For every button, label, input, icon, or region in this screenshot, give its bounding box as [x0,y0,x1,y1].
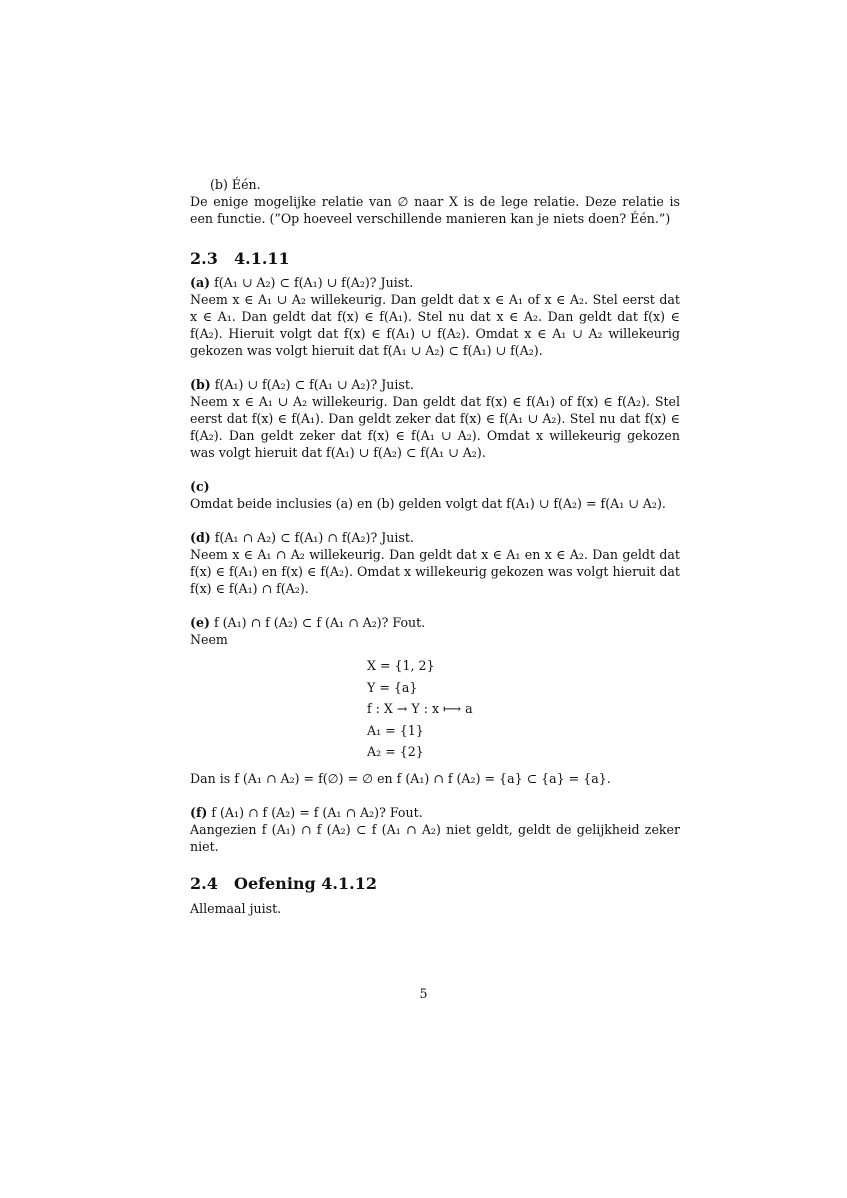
item-claim: f(A₁ ∩ A₂) ⊂ f(A₁) ∩ f(A₂)? Juist. [214,530,414,545]
item-label: (a) [190,275,211,290]
item-body: Neem x ∈ A₁ ∪ A₂ willekeurig. Dan geldt dat f(x) ∈ f(A₁) of f(x) ∈ f(A₂). Stel eerst dat f(x) ∈ f(A₁). Dan geldt zeker dat f(x) ∈ f(A₁ ∪ A₂). Stel nu dat f(x) ∈ f(A₂). Dan geldt zeker dat f(x) ∈ f(A₁ ∪ A₂). Omdat x willekeurig gekozen was volgt hieruit dat f(A₁) ∪ f(A₂) ⊂ f(A₁ ∪ A₂). [190,394,680,460]
section-title: 4.1.11 [234,249,290,268]
item-body: Neem x ∈ A₁ ∪ A₂ willekeurig. Dan geldt dat x ∈ A₁ of x ∈ A₂. Stel eerst dat x ∈ A₁. Dan geldt dat f(x) ∈ f(A₁). Stel nu dat x ∈ A₂. Dan geldt dat f(x) ∈ f(A₂). Hieruit volgt dat f(x) ∈ f(A₁) ∪ f(A₂). Omdat x ∈ A₁ ∪ A₂ willekeurig gekozen was volgt hieruit dat f(A₁ ∪ A₂) ⊂ f(A₁) ∪ f(A₂). [190,292,680,358]
equation-line: Y = {a} [367,679,418,695]
item-claim: f (A₁) ∩ f (A₂) ⊂ f (A₁ ∩ A₂)? Fout. [213,615,426,630]
item-claim: f (A₁) ∩ f (A₂) = f (A₁ ∩ A₂)? Fout. [211,804,423,820]
item-d [190,529,680,597]
equation-line: A₂ = {2} [367,744,424,759]
page-content [190,176,680,917]
item-label: (f) [190,804,208,820]
equation-line: A₁ = {1} [367,722,424,738]
item-intro: Neem [190,632,228,647]
item-f [190,804,680,855]
item-label: (e) [190,615,210,630]
equation-line: f : X → Y : x ⟼ a [367,701,473,716]
section-2-4-body: Allemaal juist. [190,900,282,916]
prev-part-b-heading: (b) Één. [210,177,261,192]
item-e [190,614,680,787]
section-title: Oefening 4.1.12 [234,873,377,893]
item-conclusion: Dan is f (A₁ ∩ A₂) = f(∅) = ∅ en f (A₁) ∩ f (A₂) = {a} ⊂ {a} = {a}. [190,770,611,786]
item-claim: f(A₁ ∪ A₂) ⊂ f(A₁) ∪ f(A₂)? Juist. [214,275,414,290]
item-b [190,376,680,461]
item-label: (c) [190,479,210,494]
item-label: (d) [190,530,211,545]
item-body: Aangezien f (A₁) ∩ f (A₂) ⊂ f (A₁ ∩ A₂) niet geldt, geldt de gelijkheid zeker niet. [190,821,680,854]
section-number: 2.3 [190,249,218,268]
item-c [190,478,680,512]
section-2-4-heading [190,875,680,892]
item-label: (b) [190,377,211,392]
section-2-3-heading [190,250,680,267]
item-body: Omdat beide inclusies (a) en (b) gelden volgt dat f(A₁) ∪ f(A₂) = f(A₁ ∪ A₂). [190,496,666,511]
item-claim: f(A₁) ∪ f(A₂) ⊂ f(A₁ ∪ A₂)? Juist. [214,377,414,392]
equation-line: X = {1, 2} [367,658,435,673]
section-number: 2.4 [190,873,218,893]
item-a [190,274,680,359]
item-body: Neem x ∈ A₁ ∩ A₂ willekeurig. Dan geldt dat x ∈ A₁ en x ∈ A₂. Dan geldt dat f(x) ∈ f(A₁) en f(x) ∈ f(A₂). Omdat x willekeurig gekozen was volgt hieruit dat f(x) ∈ f(A₁) ∩ f(A₂). [190,547,680,596]
prev-part-b-body: De enige mogelijke relatie van ∅ naar X is de lege relatie. Deze relatie is een functie. (”Op hoeveel verschillende manieren kan je niets doen? Één.”) [190,194,680,226]
equation-block [367,655,680,763]
page-number: 5 [419,986,428,1001]
